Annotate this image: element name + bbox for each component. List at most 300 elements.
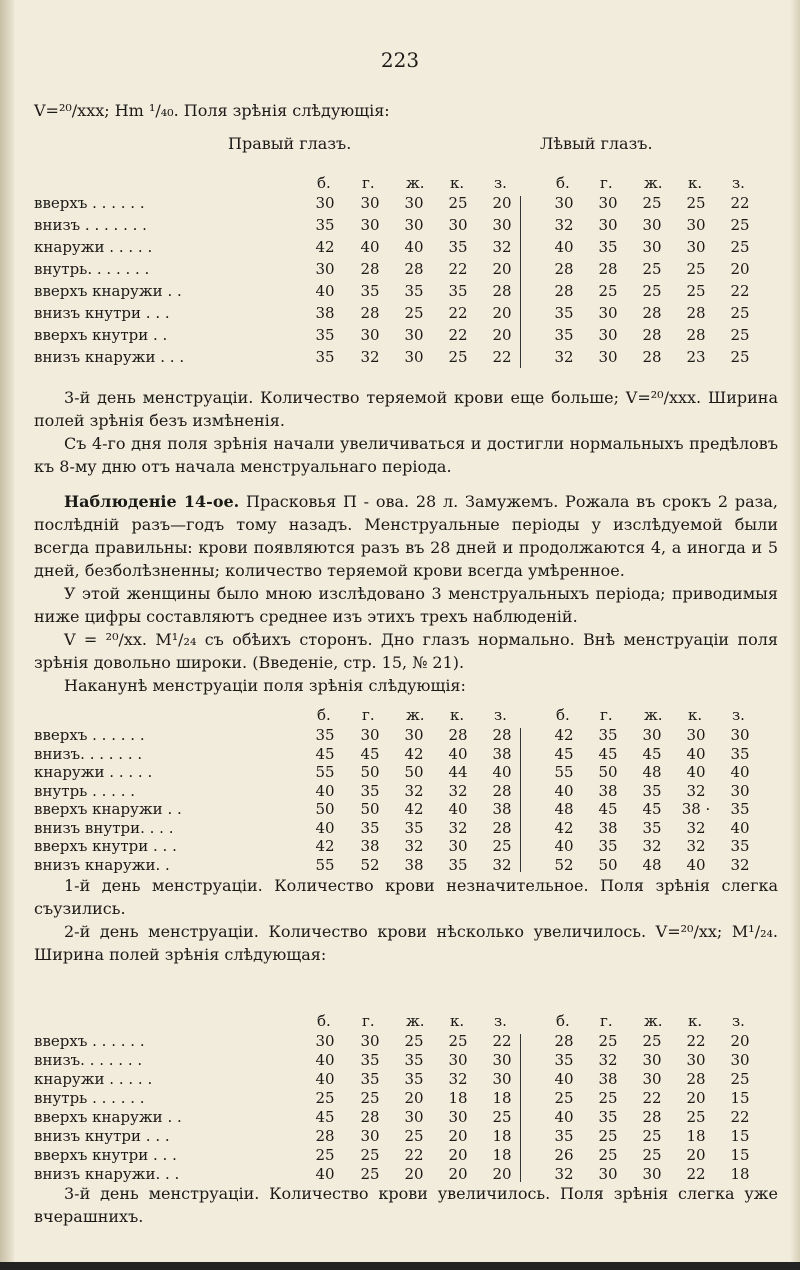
table2-left-cell: 45 <box>554 744 574 763</box>
table2-left-cell: 35 <box>730 837 750 855</box>
table2-left-cell: 35 <box>598 837 618 855</box>
paragraph-vision: V = ²⁰/xx. M¹/₂₄ съ обѣихъ сторонъ. Дно глазъ нормально. Внѣ менструаціи поля зрѣнія довольно широки. (Введеніе, стр. 15, № 21). <box>34 630 778 672</box>
table2-left-cell: 50 <box>598 855 618 874</box>
table1-right-col-header: ж. <box>406 174 425 192</box>
table3-row-label: вверхъ кнаружи . . <box>34 1108 182 1126</box>
table3-left-col-header: б. <box>556 1012 570 1030</box>
table2-row-label: внизъ внутри. . . . <box>34 818 174 837</box>
table1-right-cell: 30 <box>315 194 335 212</box>
table2-right-cell: 38 <box>360 837 380 855</box>
table2-row-label: кнаружи . . . . . <box>34 763 153 781</box>
table2-left-cell: 45 <box>642 800 662 818</box>
table2-left-cell: 48 <box>642 855 662 874</box>
table3-left-cell: 15 <box>730 1127 750 1145</box>
table1-right-cell: 35 <box>448 282 468 300</box>
table2-left-cell: 40 <box>686 855 706 874</box>
table3-right-cell: 30 <box>448 1051 468 1069</box>
table1-left-cell: 30 <box>598 326 618 344</box>
table1-right-col-header: з. <box>494 174 507 192</box>
table2-left-cell: 32 <box>686 818 706 837</box>
table1-right-cell: 30 <box>404 216 424 234</box>
table1-left-cell: 25 <box>686 260 706 278</box>
table3-right-col-header: г. <box>362 1012 375 1030</box>
table1-left-cell: 28 <box>554 282 574 300</box>
table2-row-label: внутрь . . . . . <box>34 781 136 800</box>
table2-right-cell: 50 <box>315 800 335 818</box>
table3-row-label: внизъ. . . . . . . <box>34 1051 143 1069</box>
table3-right-cell: 18 <box>492 1089 512 1107</box>
table1-left-cell: 28 <box>554 260 574 278</box>
table2-left-cell: 40 <box>730 818 750 837</box>
table3-left-cell: 25 <box>598 1127 618 1145</box>
table2-right-cell: 32 <box>404 837 424 855</box>
table1-right-cell: 35 <box>315 348 335 366</box>
paragraph-day1: 1-й день менструаціи. Количество крови незначительное. Поля зрѣнія слегка съузились. <box>34 876 778 918</box>
table2-left-cell: 42 <box>554 818 574 837</box>
table1-right-cell: 40 <box>315 282 335 300</box>
table2-right-cell: 42 <box>404 800 424 818</box>
table1-left-cell: 25 <box>642 282 662 300</box>
table2-left-cell: 45 <box>598 744 618 763</box>
table2-right-cell: 28 <box>492 726 512 744</box>
table1-left-cell: 25 <box>730 238 750 256</box>
table1-right-cell: 30 <box>360 194 380 212</box>
table2-left-cell: 40 <box>554 837 574 855</box>
table2-left-cell: 35 <box>730 800 750 818</box>
table2-right-cell: 32 <box>492 855 512 874</box>
table1-left-cell: 40 <box>554 238 574 256</box>
table3-left-cell: 20 <box>686 1089 706 1107</box>
table2-right-cell: 38 <box>404 855 424 874</box>
day3-block <box>34 1182 778 1228</box>
table3-left-cell: 28 <box>642 1108 662 1126</box>
table1-right-col-header: к. <box>450 174 465 192</box>
table2-right-cell: 35 <box>360 781 380 800</box>
table1-right-cell: 42 <box>315 238 335 256</box>
table2-right-col-header: к. <box>450 706 465 724</box>
table1-right-cell: 22 <box>492 348 512 366</box>
table3-right-cell: 20 <box>492 1165 512 1183</box>
table1-right-cell: 30 <box>404 194 424 212</box>
right-eye-label: Правый глазъ. <box>228 134 352 153</box>
table1-left-cell: 30 <box>554 194 574 212</box>
table2-row-label: внизъ кнаружи. . <box>34 855 170 874</box>
table3-left-cell: 18 <box>686 1127 706 1145</box>
table3-left-cell: 35 <box>554 1051 574 1069</box>
table1-right-col-header: б. <box>317 174 331 192</box>
paragraph-day2: 2-й день менструаціи. Количество крови нѣсколько увеличилось. V=²⁰/xx; M¹/₂₄. Ширина полей зрѣнія слѣдующая: <box>34 922 778 964</box>
table1-left-cell: 25 <box>730 304 750 322</box>
table3-right-cell: 28 <box>360 1108 380 1126</box>
table1-right-cell: 35 <box>315 216 335 234</box>
table1-left-cell: 25 <box>598 282 618 300</box>
table3-right-cell: 30 <box>360 1127 380 1145</box>
table3-row-label: внизъ кнутри . . . <box>34 1127 170 1145</box>
table1-left-cell: 28 <box>642 304 662 322</box>
table3-left-cell: 35 <box>554 1127 574 1145</box>
table3-right-cell: 25 <box>315 1146 335 1164</box>
bottom-edge <box>0 1262 800 1270</box>
table3-row-label: вверхъ . . . . . . <box>34 1032 145 1050</box>
table2-right-cell: 32 <box>404 781 424 800</box>
table2-right-cell: 38 <box>492 744 512 763</box>
table2-left-cell: 55 <box>554 763 574 781</box>
paragraph-day3-second: 3-й день менструаціи. Количество крови увеличилось. Поля зрѣнія слегка уже вчерашнихъ. <box>34 1184 778 1226</box>
table2-left-cell: 45 <box>642 744 662 763</box>
table3-right-cell: 32 <box>448 1070 468 1088</box>
table3-right-cell: 35 <box>360 1070 380 1088</box>
table3-right-cell: 40 <box>315 1165 335 1183</box>
table1-right-cell: 30 <box>315 260 335 278</box>
table1-left-cell: 28 <box>686 304 706 322</box>
page-number: 223 <box>380 48 420 72</box>
table2-left-cell: 38 <box>598 818 618 837</box>
table1-left-cell: 20 <box>730 260 750 278</box>
table2-left-cell: 35 <box>642 781 662 800</box>
table3-left-cell: 22 <box>730 1108 750 1126</box>
table1-left-cell: 28 <box>642 326 662 344</box>
table2-right-cell: 25 <box>492 837 512 855</box>
table3-right-col-header: к. <box>450 1012 465 1030</box>
table1-right-cell: 40 <box>404 238 424 256</box>
table2-left-cell: 32 <box>730 855 750 874</box>
table2-left-cell: 40 <box>554 781 574 800</box>
table2-right-cell: 28 <box>492 781 512 800</box>
table3-left-cell: 32 <box>598 1051 618 1069</box>
table1-right-cell: 25 <box>404 304 424 322</box>
paragraph-day3 <box>34 386 778 478</box>
table3-right-col-header: з. <box>494 1012 507 1030</box>
table2-right-cell: 40 <box>315 818 335 837</box>
table1-left-cell: 25 <box>730 216 750 234</box>
table1-left-cell: 28 <box>642 348 662 366</box>
table2-right-cell: 50 <box>404 763 424 781</box>
table3-row-label: кнаружи . . . . . <box>34 1070 153 1088</box>
table1-right-cell: 20 <box>492 304 512 322</box>
table2-left-cell: 42 <box>554 726 574 744</box>
table1-right-cell: 35 <box>315 326 335 344</box>
day4-text: Съ 4-го дня поля зрѣнія начали увеличиваться и достигли нормальныхъ предѣловъ къ 8-му дню отъ начала менструальнаго періода. <box>34 434 778 476</box>
table1-row-label: вверхъ кнутри . . <box>34 326 168 344</box>
table1-left-cell: 30 <box>598 194 618 212</box>
table1-right-cell: 28 <box>360 260 380 278</box>
table2-right-cell: 40 <box>448 744 468 763</box>
table2-right-cell: 42 <box>404 744 424 763</box>
page-edge-left <box>0 0 14 1270</box>
table3-left-cell: 20 <box>730 1032 750 1050</box>
table1-right-cell: 28 <box>360 304 380 322</box>
table3-left-cell: 25 <box>686 1108 706 1126</box>
table3-left-cell: 30 <box>598 1165 618 1183</box>
table1-left-cell: 30 <box>598 216 618 234</box>
table2-left-col-header: б. <box>556 706 570 724</box>
table3-left-cell: 32 <box>554 1165 574 1183</box>
table3-right-cell: 30 <box>492 1051 512 1069</box>
table2-left-cell: 32 <box>642 837 662 855</box>
table1-right-cell: 22 <box>448 260 468 278</box>
table2-left-cell: 38 · <box>681 800 711 818</box>
table2-right-cell: 55 <box>315 855 335 874</box>
table3-right-cell: 25 <box>404 1032 424 1050</box>
table3-left-col-header: к. <box>688 1012 703 1030</box>
table3-right-cell: 25 <box>360 1146 380 1164</box>
table1-right-cell: 20 <box>492 260 512 278</box>
table1-row-label: внутрь. . . . . . . <box>34 260 150 278</box>
table3-right-cell: 20 <box>448 1146 468 1164</box>
table3-row-label: внутрь . . . . . . <box>34 1089 145 1107</box>
table3-right-cell: 30 <box>360 1032 380 1050</box>
table2-right-cell: 40 <box>492 763 512 781</box>
table3-left-cell: 15 <box>730 1089 750 1107</box>
table2-left-col-header: г. <box>600 706 613 724</box>
table2-left-cell: 48 <box>642 763 662 781</box>
table1-left-col-header: к. <box>688 174 703 192</box>
table2-left-cell: 35 <box>730 744 750 763</box>
table3-right-cell: 35 <box>404 1051 424 1069</box>
table1-left-cell: 25 <box>730 326 750 344</box>
table3-left-cell: 40 <box>554 1108 574 1126</box>
table1-left-col-header: г. <box>600 174 613 192</box>
table1-left-cell: 30 <box>686 238 706 256</box>
observation-block <box>34 490 778 697</box>
table2-left-cell: 30 <box>686 726 706 744</box>
table2-left-cell: 32 <box>686 837 706 855</box>
table3-left-cell: 25 <box>730 1070 750 1088</box>
table3-right-cell: 30 <box>448 1108 468 1126</box>
table2-left-cell: 50 <box>598 763 618 781</box>
table1-right-cell: 30 <box>360 326 380 344</box>
table2-right-col-header: ж. <box>406 706 425 724</box>
table3-left-cell: 30 <box>642 1070 662 1088</box>
table1-row-label: вверхъ . . . . . . <box>34 194 145 212</box>
table3-left-cell: 22 <box>686 1032 706 1050</box>
table1-right-cell: 30 <box>492 216 512 234</box>
table1-left-cell: 25 <box>686 194 706 212</box>
table2-left-cell: 35 <box>642 818 662 837</box>
table1-right-cell: 30 <box>360 216 380 234</box>
table2-right-cell: 35 <box>315 726 335 744</box>
table1-right-cell: 38 <box>315 304 335 322</box>
table2-right-cell: 55 <box>315 763 335 781</box>
table3-right-cell: 18 <box>492 1146 512 1164</box>
table3-right-cell: 25 <box>492 1108 512 1126</box>
table1-left-cell: 30 <box>642 216 662 234</box>
table1-right-cell: 25 <box>448 348 468 366</box>
table3-left-cell: 35 <box>598 1108 618 1126</box>
table3-right-col-header: ж. <box>406 1012 425 1030</box>
table1-left-cell: 30 <box>598 304 618 322</box>
table3-left-cell: 25 <box>554 1089 574 1107</box>
table3-left-col-header: з. <box>732 1012 745 1030</box>
table2-row-label: вверхъ . . . . . . <box>34 726 145 744</box>
table3-right-cell: 20 <box>448 1127 468 1145</box>
table2-right-cell: 44 <box>448 763 468 781</box>
table2-left-cell: 40 <box>686 763 706 781</box>
table1-left-cell: 25 <box>730 348 750 366</box>
table1-right-cell: 20 <box>492 326 512 344</box>
table3-left-cell: 28 <box>554 1032 574 1050</box>
table1-row-label: внизъ кнутри . . . <box>34 304 170 322</box>
table2-right-cell: 28 <box>448 726 468 744</box>
table1-row-label: внизъ кнаружи . . . <box>34 348 185 366</box>
table3-right-cell: 35 <box>404 1070 424 1088</box>
observation-paragraph <box>34 490 778 582</box>
table1-left-col-header: ж. <box>644 174 663 192</box>
table2-left-cell: 45 <box>598 800 618 818</box>
table2-right-cell: 52 <box>360 855 380 874</box>
table2-right-cell: 42 <box>315 837 335 855</box>
observation-text: Прасковья П - ова. 28 л. Замужемъ. Рожала въ срокъ 2 раза, послѣдній разъ—годъ тому назадъ. Менструальные періоды у изслѣдуемой были всегда правильны: крови появляются разъ въ 28 дней и продолжаются 4, а иногда и 5 дней, безболѣзненны; количество теряемой крови всегда умѣренное. <box>34 492 779 580</box>
table3-right-cell: 20 <box>404 1165 424 1183</box>
table3-right-cell: 25 <box>315 1089 335 1107</box>
table3-left-cell: 40 <box>554 1070 574 1088</box>
table2-right-cell: 28 <box>492 818 512 837</box>
table2-left-cell: 38 <box>598 781 618 800</box>
table3-right-cell: 45 <box>315 1108 335 1126</box>
table1-left-cell: 22 <box>730 194 750 212</box>
table3-right-cell: 22 <box>404 1146 424 1164</box>
table2-left-col-header: з. <box>732 706 745 724</box>
table2-right-cell: 40 <box>448 800 468 818</box>
table2-right-col-header: г. <box>362 706 375 724</box>
table3-right-cell: 20 <box>448 1165 468 1183</box>
table1-right-cell: 25 <box>448 194 468 212</box>
table2-left-cell: 32 <box>686 781 706 800</box>
table2-right-cell: 30 <box>404 726 424 744</box>
table3-left-cell: 25 <box>598 1089 618 1107</box>
table1-right-cell: 35 <box>360 282 380 300</box>
table1-left-cell: 35 <box>554 326 574 344</box>
table3-left-cell: 38 <box>598 1070 618 1088</box>
table1-left-cell: 28 <box>598 260 618 278</box>
table2-left-cell: 30 <box>642 726 662 744</box>
table1-right-cell: 35 <box>448 238 468 256</box>
table1-right-cell: 30 <box>448 216 468 234</box>
table3-right-cell: 40 <box>315 1070 335 1088</box>
table2-left-cell: 30 <box>730 726 750 744</box>
paragraph-periods: У этой женщины было мною изслѣдовано 3 менструальныхъ періода; приводимыя ниже цифры составляютъ среднее изъ этихъ трехъ наблюденій. <box>34 584 778 626</box>
table2-right-cell: 45 <box>360 744 380 763</box>
table2-left-cell: 40 <box>686 744 706 763</box>
table3-row-label: внизъ кнаружи. . . <box>34 1165 180 1183</box>
vision-header-line: V=²⁰/xxx; Hm ¹/₄₀. Поля зрѣнія слѣдующія: <box>34 101 390 120</box>
table1-left-cell: 25 <box>642 260 662 278</box>
table3-left-cell: 15 <box>730 1146 750 1164</box>
table3-left-cell: 20 <box>686 1146 706 1164</box>
table2-right-cell: 30 <box>448 837 468 855</box>
table2-right-col-header: б. <box>317 706 331 724</box>
observation-title: Наблюденіе 14-ое. <box>64 492 240 511</box>
table1-row-label: кнаружи . . . . . <box>34 238 153 256</box>
table3-right-cell: 30 <box>315 1032 335 1050</box>
table2-left-col-header: к. <box>688 706 703 724</box>
table2-right-cell: 45 <box>315 744 335 763</box>
table1-left-cell: 25 <box>686 282 706 300</box>
table3-left-cell: 28 <box>686 1070 706 1088</box>
table2-row-label: вверхъ кнаружи . . <box>34 800 182 818</box>
table3-left-cell: 25 <box>642 1146 662 1164</box>
table1-right-cell: 30 <box>404 348 424 366</box>
table2-right-cell: 40 <box>315 781 335 800</box>
table3-left-cell: 30 <box>730 1051 750 1069</box>
table3-right-cell: 30 <box>404 1108 424 1126</box>
table1-right-cell: 32 <box>360 348 380 366</box>
table1-left-col-header: з. <box>732 174 745 192</box>
table2-right-cell: 50 <box>360 800 380 818</box>
table3-left-cell: 25 <box>598 1146 618 1164</box>
table2-right-cell: 32 <box>448 781 468 800</box>
table3-left-cell: 25 <box>642 1032 662 1050</box>
table2-right-cell: 35 <box>448 855 468 874</box>
table3-left-cell: 30 <box>642 1051 662 1069</box>
table3-right-cell: 20 <box>404 1089 424 1107</box>
table3-left-cell: 22 <box>686 1165 706 1183</box>
table1-right-cell: 32 <box>492 238 512 256</box>
table3-left-col-header: г. <box>600 1012 613 1030</box>
table2-right-cell: 35 <box>360 818 380 837</box>
table3-right-cell: 25 <box>448 1032 468 1050</box>
table1-left-cell: 23 <box>686 348 706 366</box>
table2-right-cell: 32 <box>448 818 468 837</box>
table1-left-cell: 32 <box>554 216 574 234</box>
table1-left-cell: 35 <box>554 304 574 322</box>
table1-row-label: внизъ . . . . . . . <box>34 216 147 234</box>
table3-right-cell: 30 <box>492 1070 512 1088</box>
table2-left-cell: 52 <box>554 855 574 874</box>
day1-2-block <box>34 874 778 966</box>
table1-left-cell: 30 <box>642 238 662 256</box>
table1-left-cell: 30 <box>598 348 618 366</box>
table2-right-cell: 35 <box>404 818 424 837</box>
table1-right-cell: 28 <box>492 282 512 300</box>
table3-left-cell: 30 <box>642 1165 662 1183</box>
table3-left-cell: 25 <box>598 1032 618 1050</box>
table1-left-cell: 35 <box>598 238 618 256</box>
table2-row-label: внизъ. . . . . . . <box>34 744 143 763</box>
table3-right-cell: 22 <box>492 1032 512 1050</box>
table3-right-cell: 35 <box>360 1051 380 1069</box>
table1-left-cell: 32 <box>554 348 574 366</box>
table2-right-cell: 50 <box>360 763 380 781</box>
table2-left-cell: 40 <box>730 763 750 781</box>
table3-right-cell: 25 <box>360 1089 380 1107</box>
table1-right-cell: 35 <box>404 282 424 300</box>
day3-text: 3-й день менструаціи. Количество теряемой крови еще больше; V=²⁰/xxx. Ширина полей зрѣнія безъ измѣненія. <box>34 388 778 430</box>
table1-left-col-header: б. <box>556 174 570 192</box>
table1-right-cell: 28 <box>404 260 424 278</box>
table2-right-col-header: з. <box>494 706 507 724</box>
table1-left-cell: 28 <box>686 326 706 344</box>
table3-left-cell: 25 <box>642 1127 662 1145</box>
table1-left-cell: 30 <box>686 216 706 234</box>
table3-right-cell: 25 <box>360 1165 380 1183</box>
table2-left-col-header: ж. <box>644 706 663 724</box>
table3-right-cell: 28 <box>315 1127 335 1145</box>
table3-right-cell: 25 <box>404 1127 424 1145</box>
table3-left-cell: 26 <box>554 1146 574 1164</box>
table2-left-cell: 35 <box>598 726 618 744</box>
table3-right-col-header: б. <box>317 1012 331 1030</box>
table3-right-cell: 40 <box>315 1051 335 1069</box>
paragraph-before-menses: Наканунѣ менструаціи поля зрѣнія слѣдующія: <box>64 676 466 695</box>
table1-row-label: вверхъ кнаружи . . <box>34 282 182 300</box>
page-edge-right <box>790 0 800 1270</box>
table3-row-label: вверхъ кнутри . . . <box>34 1146 177 1164</box>
table1-right-cell: 22 <box>448 304 468 322</box>
table1-left-cell: 22 <box>730 282 750 300</box>
table1-right-cell: 40 <box>360 238 380 256</box>
table3-left-col-header: ж. <box>644 1012 663 1030</box>
